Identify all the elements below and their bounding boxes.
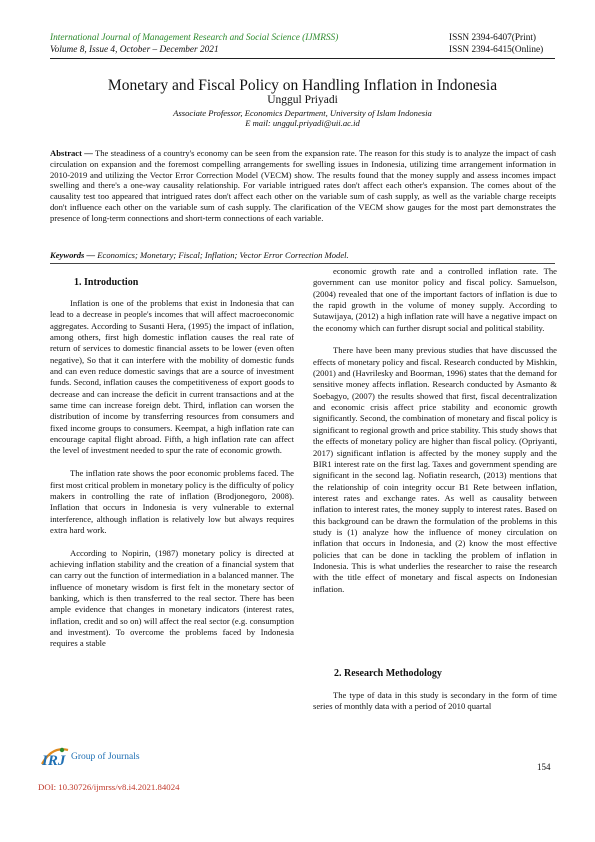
author-email: E mail: unggul.priyadi@uii.ac.id: [245, 118, 360, 128]
svg-text:IRJ: IRJ: [42, 753, 66, 769]
issn-print: ISSN 2394-6407(Print): [449, 33, 537, 43]
issn-online: ISSN 2394-6415(Online): [449, 45, 544, 55]
right-column: [313, 266, 557, 595]
page-number: 154: [537, 762, 551, 772]
body-paragraph: economic growth rate and a controlled inflation rate. The government can use monitor policy and fiscal policy. Samuelson, (2004) revealed that one of the important factors of inflation is due to the rapid growth in the volume of money supply. According to Sutawijaya, (2012) a high inflation rate will have a negative impact on the economy which can further disrupt social and political stability.: [313, 266, 557, 333]
keywords-label: Keywords —: [50, 250, 96, 260]
section-heading-methodology: 2. Research Methodology: [334, 668, 442, 679]
journal-name: International Journal of Management Research and Social Science (IJMRSS): [50, 33, 339, 43]
body-paragraph: According to Nopirin, (1987) monetary policy is directed at achieving inflation stability and the creation of a financial system that can carry out the function of intermediation in a balanced manner. The influence of monetary wisdom is first felt in the monetary sector of banking, which is then transferred to the real sector. There has been ample evidence that changes in monetary indicators (interest rates, inflation, credit and so on) will affect the real sector (e.g. consumption and investment). To overcome the problems faced by Indonesia requires a stable: [50, 547, 294, 649]
irj-logo-icon: [38, 744, 72, 770]
logo-text: Group of Journals: [71, 752, 140, 762]
body-paragraph: There have been many previous studies that have discussed the effects of monetary policy and fiscal. Research conducted by Mishkin, (2001) and (Havrilesky and Boorman, 1996) states that the demand for sensitive money affects inflation. Research conducted by Asmanto & Soebagyo, (2007) the results showed that first, fiscal decentralization and economic crisis affect price stability and economic growth significantly. Second, the combination of monetary and fiscal policy is significant to regional growth and price stability. This study shows that the effects of monetary policy are higher than fiscal policy. (Opriyanti, 2017) significant inflation is affected by the money supply and the BIR1 interest rate on the first lag. Taxes and government spending are significant in the second lag. Nofiatin research, (2013) mentions that the relationship of coin integrity occur B1 Rete between inflation, interest rates and exchange rates. As well as causality between inflation to interest rates, the money supply to interest rates. Based on this background can be drawn the formulation of the problems in this study is (1) analyze how the influence of money circulation on inflation that occurs in Indonesia, and (2) know the most effective policies that can be done in tackling the problem of inflation in Indonesia. This is what underlies the researcher to raise the research with the title effect of monetary and fiscal aspects on Indonesian inflation.: [313, 345, 557, 594]
author-affiliation: Associate Professor, Economics Department, University of Islam Indonesia: [173, 108, 432, 118]
body-paragraph: The type of data in this study is secondary in the form of time series of monthly data with a period of 2010 quartal: [313, 690, 557, 712]
abstract-text: The steadiness of a country's economy can be seen from the expansion rate. The reason for this study is to analyze the impact of cash circulation on expansion and the foremost compelling arrangements for swelling issues in Indonesia, utilizing time arrangement information in 2010-2019 and utilizing the Vector Error Correction Model (VECM) show. The results found that the money supply and assess incomes impact swelling and there's a one-way causality relationship. For variable intrigued rates don't affect each other's expansion. The comes about of the causality test too appeared that intrigued rates don't affect each other on the variable sum of cash supply, as well as the variable charge receipts don't influence each other on the variable sum of cash supply. The clarification of the VECM show gauges for the most part demonstrates the presence of long-term connections and short-term connections of each variable.: [50, 148, 556, 223]
abstract: [50, 148, 556, 224]
volume-issue: Volume 8, Issue 4, October – December 2021: [50, 45, 219, 55]
keywords-text: Economics; Monetary; Fiscal; Inflation; Vector Error Correction Model.: [95, 250, 349, 260]
section-heading-introduction: 1. Introduction: [74, 277, 139, 288]
doi-link[interactable]: DOI: 10.30726/ijmrss/v8.i4.2021.84024: [38, 782, 180, 792]
abstract-label: Abstract —: [50, 148, 93, 158]
keywords: [50, 250, 556, 260]
right-column-continued: [313, 690, 557, 713]
author-name: Unggul Priyadi: [267, 94, 338, 106]
header-rule: [50, 58, 555, 59]
body-paragraph: Inflation is one of the problems that exist in Indonesia that can lead to a decrease in people's incomes that will affect macroeconomic aggregates. According to Susanti Hera, (1995) the impact of inflation, among others, first high domestic inflation causes the real rate of return of services to domestic financial assets to be lower (even often negative), So that it can interfere with the mobility of domestic funds and can even reduce domestic savings that are a source of investment funds. Second, inflation causes the competitiveness of export goods to decrease and can increase the deficit in current transactions and at the same time can increase foreign debt. Third, inflation can worsen the distribution of income by transferring resources from consumers and fixed income groups to consumers. Keempat, a high inflation rate can encourage capital flight abroad. Fifth, a high inflation rate can affect the level of investment needed to spur the rate of economic growth.: [50, 298, 294, 456]
body-paragraph: The inflation rate shows the poor economic problems faced. The first most critical problem in monetary policy is the difficulty of policy makers in controlling the rate of inflation (Brodjonegoro, 2008). Inflation that occurs in Indonesia is very vulnerable to external interference, although inflation is relatively low but always requires extra hard work.: [50, 468, 294, 535]
keywords-rule: [50, 263, 555, 264]
paper-title: Monetary and Fiscal Policy on Handling Inflation in Indonesia: [107, 77, 498, 94]
left-column: [50, 298, 294, 650]
